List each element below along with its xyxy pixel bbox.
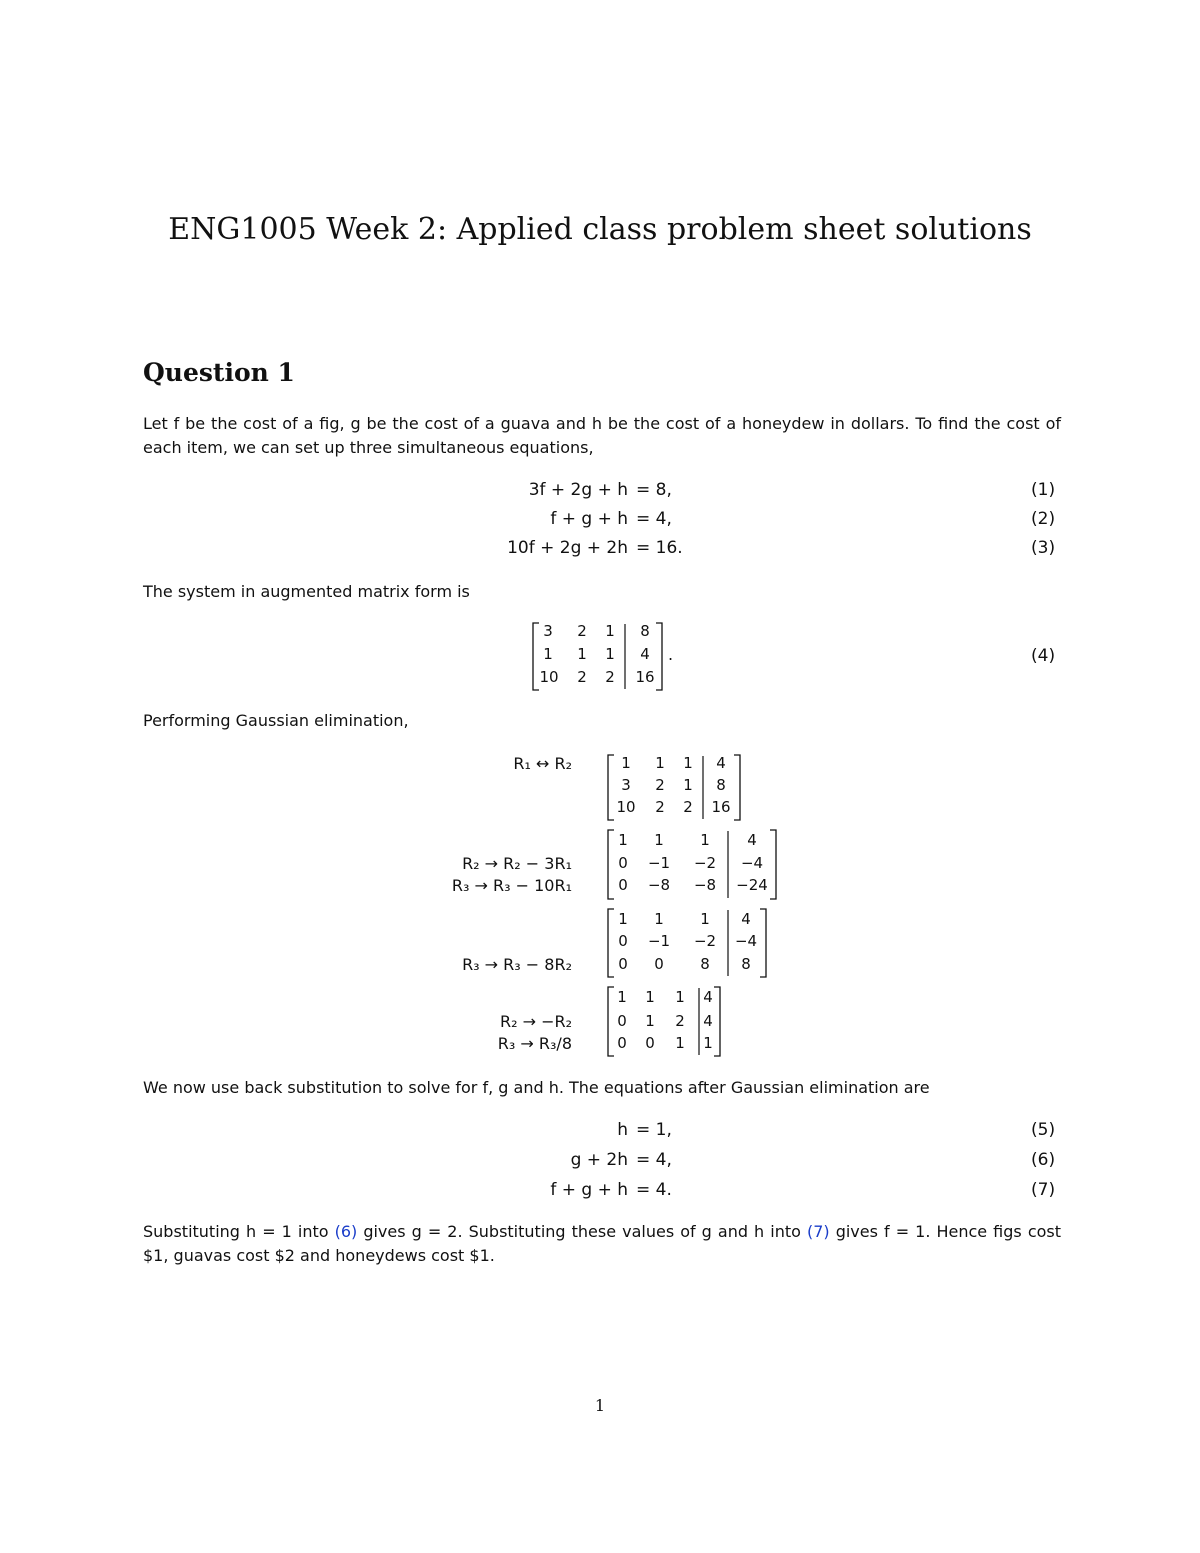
conclusion-text: Substituting h = 1 into [143,1222,335,1241]
matrix-cell: −8 [647,876,671,894]
equation-lhs: h [617,1120,628,1140]
matrix-cell: 1 [703,1034,713,1052]
matrix-cell: 1 [617,988,627,1006]
matrix-cell: −24 [736,876,768,894]
matrix-cell: 4 [747,831,757,849]
equation-number: (2) [1031,509,1056,529]
equation-number: (1) [1031,480,1056,500]
matrix-cell: −4 [740,854,764,872]
back-substitution-intro: We now use back substitution to solve for f, g and h. The equations after Gaussian elimination are [143,1078,930,1097]
matrix-cell: 1 [675,1034,685,1052]
matrix-cell: 10 [616,798,636,816]
matrix-cell: 2 [655,798,665,816]
equation-6 [420,1150,672,1170]
matrix-cell: 2 [577,668,587,686]
equation-number: (3) [1031,538,1056,558]
matrix-cell: 0 [617,1034,627,1052]
conclusion-paragraph [143,1220,1061,1268]
equation-rhs: = 4. [636,1180,672,1200]
row-operation: R₂ → R₂ − 3R₁ [462,854,572,873]
matrix-cell: 1 [618,831,628,849]
page-number: 1 [594,1396,606,1415]
conclusion-text: gives f = 1. Hence figs cost $1, guavas cost $2 and honeydews cost $1. [143,1222,1062,1265]
equation-lhs: f + g + h [550,1180,628,1200]
matrix-cell: 0 [618,955,628,973]
matrix-cell: 1 [543,645,553,663]
matrix-cell: 1 [577,645,587,663]
equation-rhs: = 8, [636,480,672,500]
matrix-cell: 8 [700,955,710,973]
matrix-cell: 0 [654,955,664,973]
system-label: The system in augmented matrix form is [143,582,470,601]
matrix-cell: −2 [693,854,717,872]
matrix-cell: 1 [683,776,693,794]
matrix-cell: 2 [655,776,665,794]
equation-number: (7) [1031,1180,1056,1200]
equation-lhs: g + 2h [570,1150,628,1170]
page-title: ENG1005 Week 2: Applied class problem sheet solutions [168,212,1032,247]
matrix-cell: 1 [654,831,664,849]
matrix-cell: 1 [605,645,615,663]
gauss-intro: Performing Gaussian elimination, [143,711,409,730]
matrix-cell: 4 [716,754,726,772]
equation-rhs: = 1, [636,1120,672,1140]
matrix-cell: −1 [647,854,671,872]
row-operation: R₃ → R₃/8 [497,1034,572,1053]
equation-rhs: = 4, [636,1150,672,1170]
matrix-cell: 1 [645,988,655,1006]
matrix-punct: . [668,645,674,664]
matrix-cell: 8 [716,776,726,794]
matrix-cell: 8 [741,955,751,973]
matrix-cell: −2 [693,932,717,950]
matrix-cell: 4 [703,1012,713,1030]
row-operation: R₃ → R₃ − 10R₁ [451,876,572,895]
matrix-cell: 4 [741,910,751,928]
matrix-cell: 1 [621,754,631,772]
row-operation: R₂ → −R₂ [499,1012,572,1031]
equation-rhs: = 4, [636,509,672,529]
matrix-cell: 3 [543,622,553,640]
matrix-cell: 8 [640,622,650,640]
equation-number: (6) [1031,1150,1056,1170]
matrix-cell: 10 [539,668,559,686]
equation-ref-link[interactable]: (7) [806,1222,830,1241]
equation-rhs: = 16. [636,538,683,558]
question-heading: Question 1 [143,358,295,387]
matrix-cell: 2 [683,798,693,816]
matrix-cell: 0 [618,876,628,894]
matrix-cell: 4 [640,645,650,663]
matrix-cell: 1 [683,754,693,772]
matrix-cell: 0 [645,1034,655,1052]
equation-5 [420,1120,672,1140]
row-operation: R₁ ↔ R₂ [513,754,572,773]
intro-paragraph: Let f be the cost of a fig, g be the cost of a guava and h be the cost of a honeydew in dollars. To find the cost of each item, we can set up three simultaneous equations, [143,414,1061,457]
matrix-cell: 1 [700,831,710,849]
equation-lhs: 3f + 2g + h [528,480,628,500]
matrix-cell: 1 [700,910,710,928]
row-operation: R₃ → R₃ − 8R₂ [462,955,572,974]
matrix-cell: 2 [577,622,587,640]
matrix-cell: 1 [655,754,665,772]
matrix-cell: 3 [621,776,631,794]
matrix-cell: −8 [693,876,717,894]
matrix-cell: 0 [618,932,628,950]
equation-lhs: f + g + h [550,509,628,529]
matrix-cell: 16 [635,668,655,686]
matrix-cell: 1 [675,988,685,1006]
equation-ref-link[interactable]: (6) [334,1222,358,1241]
matrix-cell: −1 [647,932,671,950]
matrix-cell: 2 [675,1012,685,1030]
matrix-cell: 2 [605,668,615,686]
matrix-cell: 1 [605,622,615,640]
matrix-cell: 16 [711,798,731,816]
matrix-cell: 4 [703,988,713,1006]
matrix-cell: 1 [618,910,628,928]
matrix-cell: 1 [645,1012,655,1030]
conclusion-text: gives g = 2. Substituting these values of g and h into [357,1222,807,1241]
matrix-cell: 0 [617,1012,627,1030]
matrix-cell: −4 [734,932,758,950]
equation-lhs: 10f + 2g + 2h [507,538,628,558]
equation-number: (4) [1031,646,1056,666]
equation-7 [420,1180,672,1200]
matrix-cell: 1 [654,910,664,928]
matrix-cell: 0 [618,854,628,872]
equation-number: (5) [1031,1120,1056,1140]
